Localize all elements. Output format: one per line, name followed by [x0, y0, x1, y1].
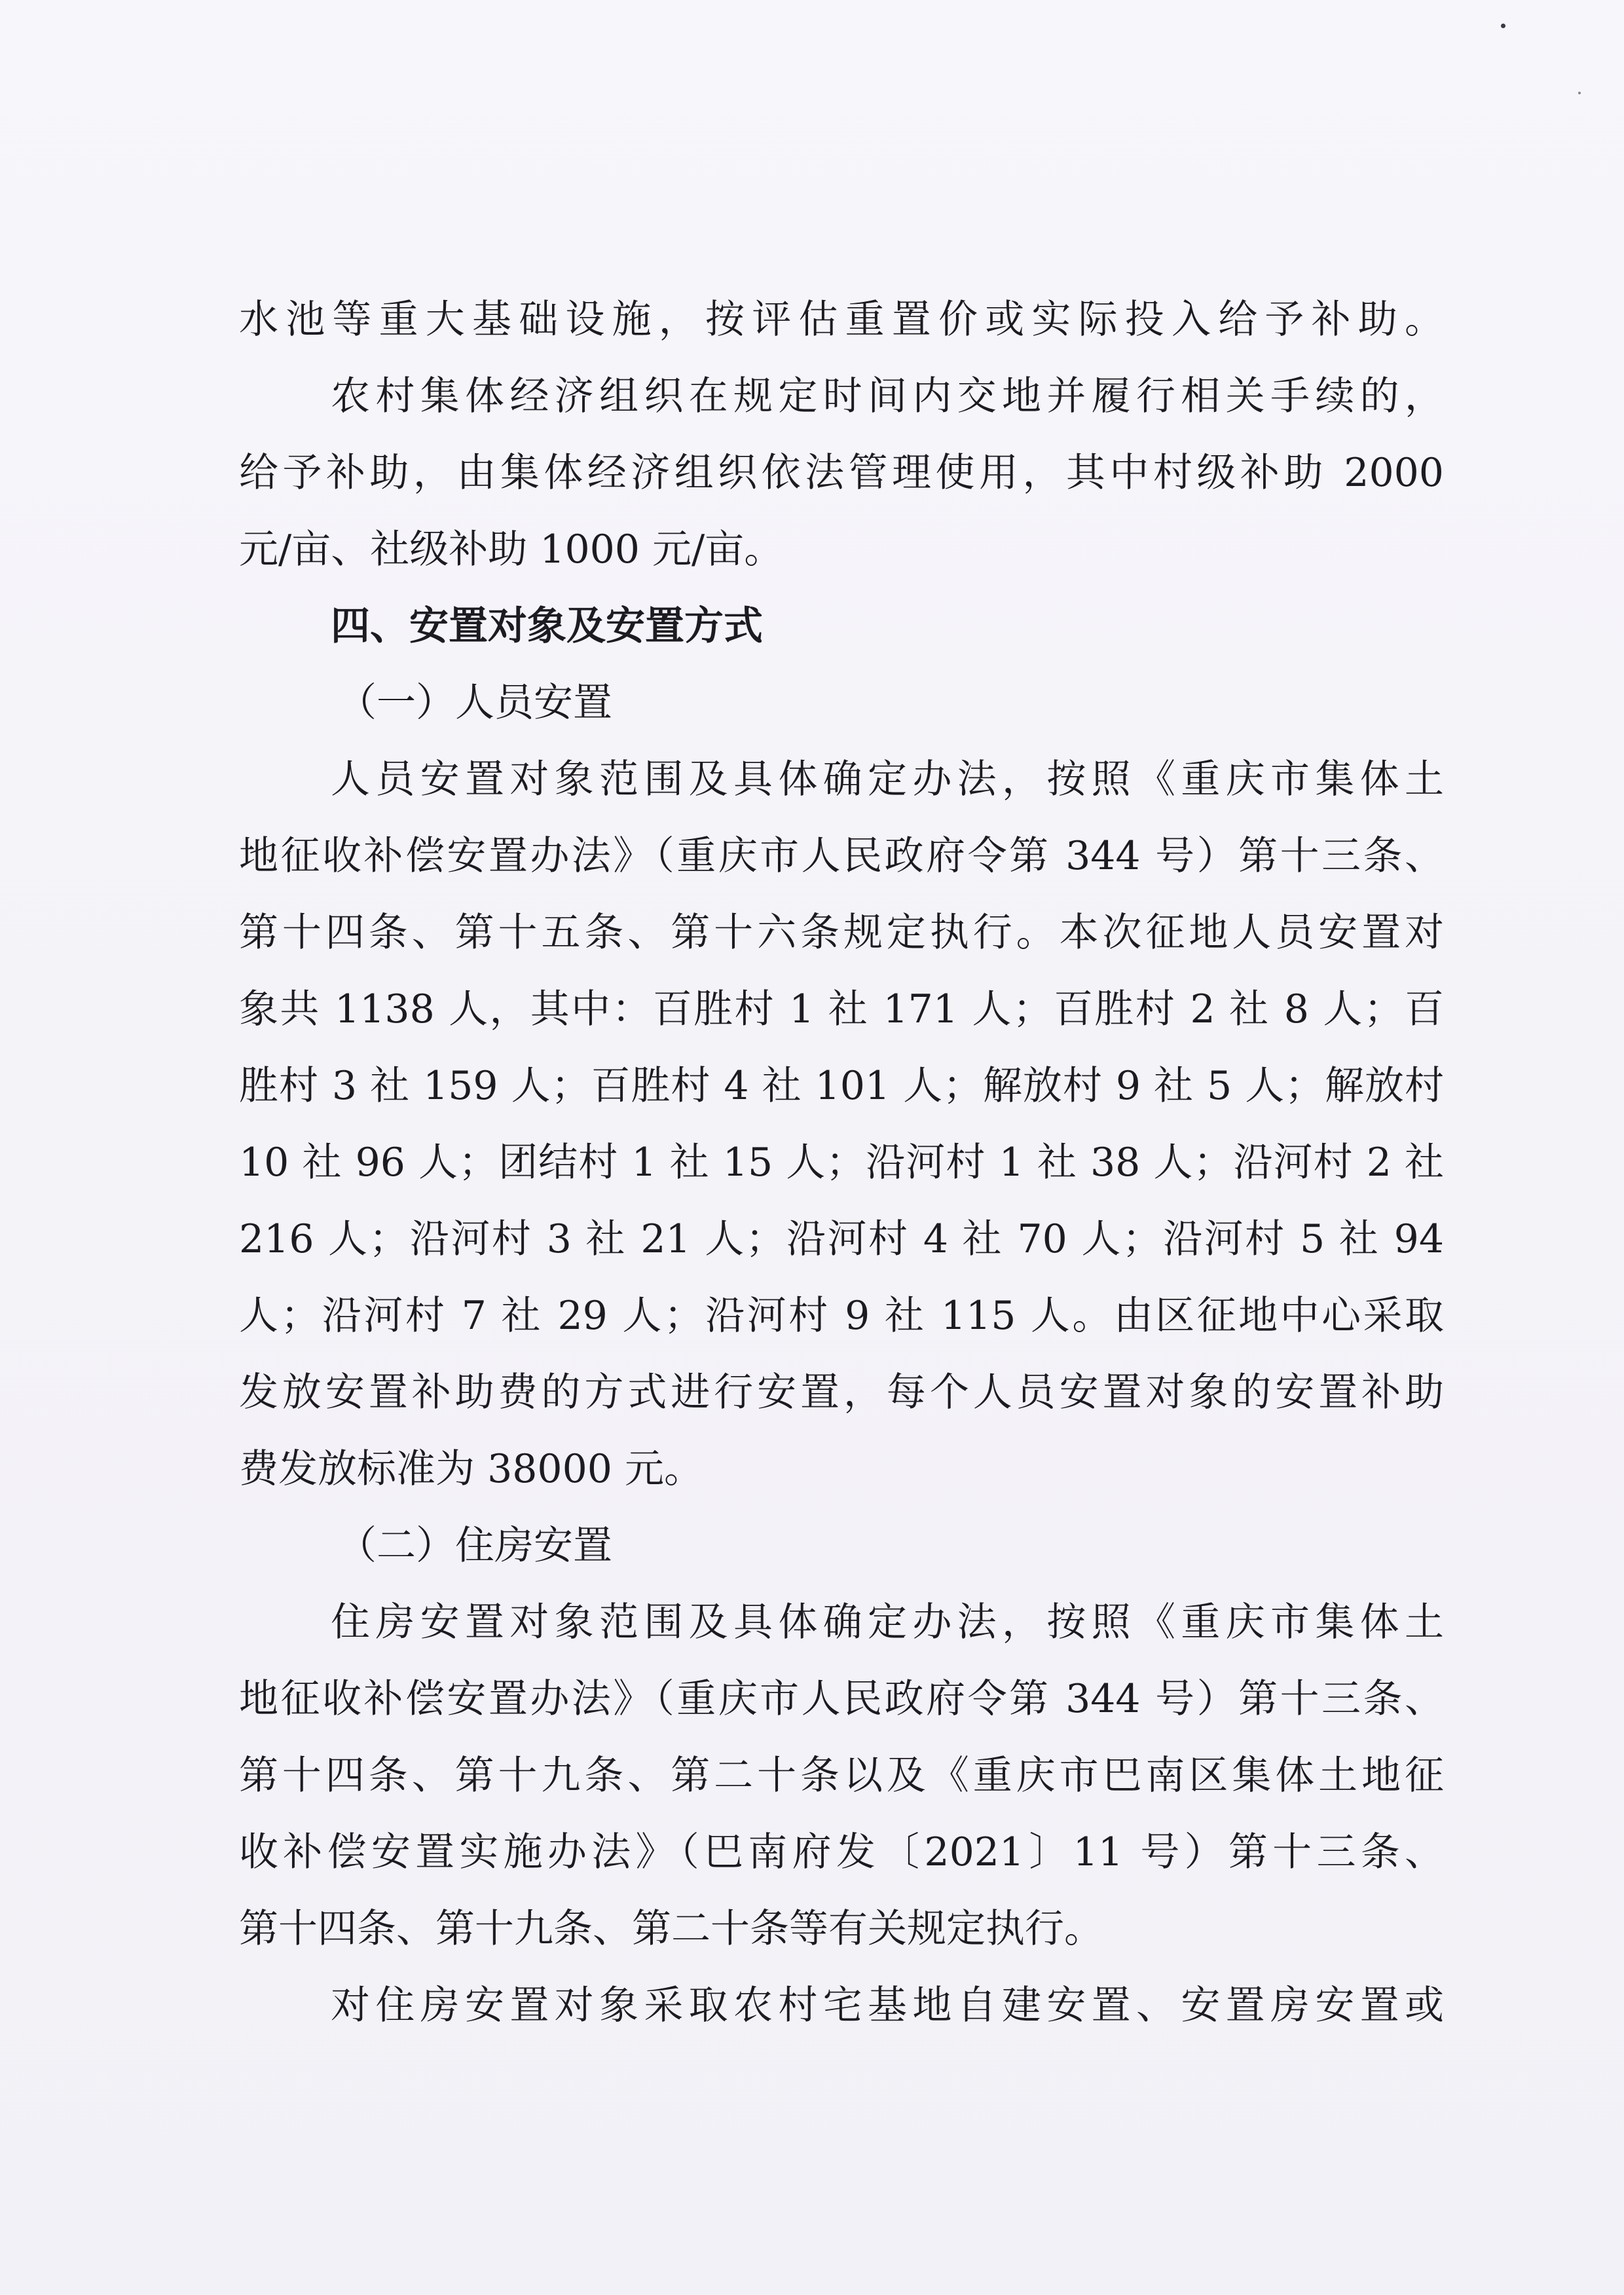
subsection-heading: （二）住房安置 — [337, 1523, 612, 1569]
paragraph-line: 第十四条、第十九条、第二十条等有关规定执行。 — [239, 1906, 1103, 1952]
paragraph-line: 第十四条、第十九条、第二十条以及《重庆市巴南区集体土地征 — [239, 1753, 1444, 1799]
paragraph-line: 地征收补偿安置办法》（重庆市人民政府令第 344 号）第十三条、 — [239, 833, 1444, 879]
scan-speck — [1578, 92, 1581, 94]
paragraph-line: 人员安置对象范围及具体确定办法，按照《重庆市集体土 — [331, 756, 1444, 802]
paragraph-line: 元/亩、社级补助 1000 元/亩。 — [239, 527, 784, 572]
paragraph-line: 收补偿安置实施办法》（巴南府发〔2021〕11 号）第十三条、 — [239, 1829, 1444, 1875]
paragraph-line: 对住房安置对象采取农村宅基地自建安置、安置房安置或 — [331, 1983, 1444, 2028]
subsection-heading: （一）人员安置 — [337, 680, 612, 726]
paragraph-line: 发放安置补助费的方式进行安置，每个人员安置对象的安置补助 — [239, 1370, 1444, 1415]
paragraph-line: 象共 1138 人，其中：百胜村 1 社 171 人；百胜村 2 社 8 人；百 — [239, 986, 1444, 1032]
paragraph-line: 费发放标准为 38000 元。 — [239, 1446, 704, 1492]
paragraph-line: 人；沿河村 7 社 29 人；沿河村 9 社 115 人。由区征地中心采取 — [239, 1293, 1444, 1339]
paragraph-line: 地征收补偿安置办法》（重庆市人民政府令第 344 号）第十三条、 — [239, 1676, 1444, 1722]
paragraph-line: 216 人；沿河村 3 社 21 人；沿河村 4 社 70 人；沿河村 5 社 94 — [239, 1216, 1444, 1262]
paragraph-line: 胜村 3 社 159 人；百胜村 4 社 101 人；解放村 9 社 5 人；解放村 — [239, 1063, 1444, 1109]
section-heading: 四、安置对象及安置方式 — [331, 603, 763, 649]
paragraph-line: 第十四条、第十五条、第十六条规定执行。本次征地人员安置对 — [239, 910, 1444, 956]
paragraph-line: 10 社 96 人；团结村 1 社 15 人；沿河村 1 社 38 人；沿河村 2 社 — [239, 1140, 1444, 1185]
scan-speck — [1501, 24, 1505, 28]
paragraph-line: 给予补助，由集体经济组织依法管理使用，其中村级补助 2000 — [239, 450, 1444, 496]
paragraph-line: 农村集体经济组织在规定时间内交地并履行相关手续的， — [331, 373, 1444, 419]
document-body — [239, 282, 1444, 2044]
paragraph-line: 水池等重大基础设施，按评估重置价或实际投入给予补助。 — [239, 297, 1444, 343]
paragraph-line: 住房安置对象范围及具体确定办法，按照《重庆市集体土 — [331, 1599, 1444, 1645]
